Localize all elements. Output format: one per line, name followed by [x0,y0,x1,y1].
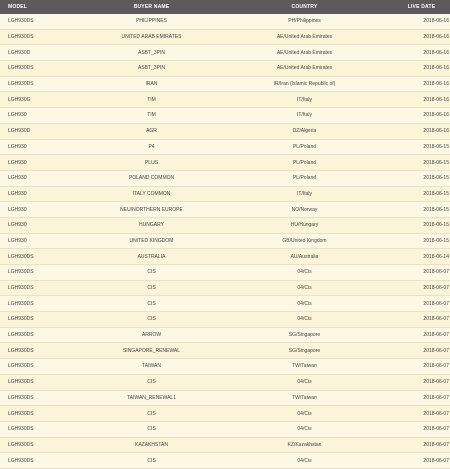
cell-model: LGH930DS [0,76,79,92]
cell-country: 04/Cis [224,453,385,469]
cell-model: LGH930 [0,108,79,124]
cell-live-date: 2018-06-16 [385,61,450,77]
header-row [0,0,450,14]
cell-buyer-name: TIM [79,92,224,108]
cell-country: IT/Italy [224,92,385,108]
cell-live-date: 2018-06-15 [385,186,450,202]
cell-live-date: 2018-06-07 [385,343,450,359]
cell-model: LGH930DS [0,343,79,359]
table-row[interactable] [0,170,450,186]
cell-model: LGH930DS [0,249,79,265]
cell-country: AE/United Arab Emirates [224,29,385,45]
cell-country: 04/Cis [224,265,385,281]
cell-live-date: 2018-06-07 [385,312,450,328]
cell-country: HU/Hungary [224,217,385,233]
table-row[interactable] [0,123,450,139]
cell-live-date: 2018-06-15 [385,170,450,186]
cell-live-date: 2018-06-16 [385,108,450,124]
cell-model: LGH930DS [0,453,79,469]
cell-model: LGH930DS [0,421,79,437]
cell-model: LGH930DS [0,312,79,328]
table-row[interactable] [0,139,450,155]
cell-country: DZ/Algeria [224,123,385,139]
cell-buyer-name: NEU/NORTHERN EUROPE [79,202,224,218]
cell-buyer-name: P4 [79,139,224,155]
cell-buyer-name: UNITED ARAB EMIRATES [79,29,224,45]
cell-model: LGH930DS [0,390,79,406]
cell-country: AU/Australia [224,249,385,265]
cell-buyer-name: ASBT_3PIN [79,45,224,61]
table-row[interactable] [0,406,450,422]
cell-buyer-name: CIS [79,374,224,390]
cell-model: LGH930DS [0,265,79,281]
cell-live-date: 2018-06-07 [385,453,450,469]
table-row[interactable] [0,390,450,406]
cell-model: LGH930D [0,45,79,61]
cell-country: PH/Philippines [224,14,385,29]
cell-country: NO/Norway [224,202,385,218]
header-buyer-name[interactable]: BUYER NAME [79,0,224,14]
cell-model: LGH930 [0,170,79,186]
cell-buyer-name: CIS [79,280,224,296]
cell-model: LGH930 [0,202,79,218]
table-row[interactable] [0,453,450,469]
cell-model: LGH930 [0,233,79,249]
table-row[interactable] [0,265,450,281]
cell-live-date: 2018-06-15 [385,202,450,218]
cell-buyer-name: AGR [79,123,224,139]
cell-model: LGH930D [0,123,79,139]
cell-buyer-name: PHILIPPINES [79,14,224,29]
table-row[interactable] [0,29,450,45]
cell-live-date: 2018-06-07 [385,296,450,312]
cell-live-date: 2018-06-16 [385,14,450,29]
cell-country: IT/Italy [224,186,385,202]
table-row[interactable] [0,186,450,202]
cell-buyer-name: TIM [79,108,224,124]
table-row[interactable] [0,312,450,328]
cell-live-date: 2018-06-15 [385,139,450,155]
cell-country: SG/Singapore [224,343,385,359]
header-live-date[interactable]: LIVE DATE [385,0,450,14]
cell-live-date: 2018-06-16 [385,92,450,108]
cell-model: LGH930DS [0,374,79,390]
cell-live-date: 2018-06-15 [385,217,450,233]
cell-live-date: 2018-06-15 [385,233,450,249]
table-row[interactable] [0,437,450,453]
cell-buyer-name: CIS [79,406,224,422]
cell-model: LGH930DS [0,280,79,296]
cell-buyer-name: CIS [79,296,224,312]
cell-country: PL/Poland [224,155,385,171]
table-row[interactable] [0,155,450,171]
cell-country: PL/Poland [224,139,385,155]
cell-model: LGH930 [0,139,79,155]
cell-country: 04/Cis [224,296,385,312]
cell-live-date: 2018-06-16 [385,76,450,92]
cell-country: 04/Cis [224,374,385,390]
cell-model: LGH930 [0,186,79,202]
cell-buyer-name: CIS [79,265,224,281]
cell-country: 04/Cis [224,406,385,422]
table-row[interactable] [0,421,450,437]
cell-buyer-name: IRAN [79,76,224,92]
cell-model: LGH930DS [0,296,79,312]
cell-country: KZ/Kazakhstan [224,437,385,453]
cell-live-date: 2018-06-07 [385,390,450,406]
table-row[interactable] [0,343,450,359]
cell-buyer-name: CIS [79,453,224,469]
cell-buyer-name: TAIWAN_RENEWAL1 [79,390,224,406]
header-country[interactable]: COUNTRY [224,0,385,14]
table-row[interactable] [0,233,450,249]
table-row[interactable] [0,249,450,265]
cell-country: PL/Poland [224,170,385,186]
table-row[interactable] [0,374,450,390]
cell-country: IR/Iran (Islamic Republic of) [224,76,385,92]
cell-buyer-name: HUNGARY [79,217,224,233]
cell-country: GB/United Kingdom [224,233,385,249]
cell-model: LGH930G [0,92,79,108]
cell-model: LGH930 [0,155,79,171]
cell-country: TW/Taiwan [224,359,385,375]
table-row[interactable] [0,45,450,61]
table-row[interactable] [0,61,450,77]
cell-country: TW/Taiwan [224,390,385,406]
cell-buyer-name: ASBT_3PIN [79,61,224,77]
cell-buyer-name: TAIWAN [79,359,224,375]
cell-country: AE/United Arab Emirates [224,45,385,61]
cell-buyer-name: ARROW [79,327,224,343]
table-row[interactable] [0,108,450,124]
header-model[interactable]: MODEL [0,0,79,14]
cell-buyer-name: POLAND COMMON [79,170,224,186]
cell-live-date: 2018-06-07 [385,265,450,281]
cell-buyer-name: UNITED KINGDOM [79,233,224,249]
cell-buyer-name: KAZAKHSTAN [79,437,224,453]
cell-live-date: 2018-06-07 [385,359,450,375]
cell-model: LGH930DS [0,437,79,453]
cell-buyer-name: AUSTRALIA [79,249,224,265]
cell-live-date: 2018-06-07 [385,374,450,390]
cell-buyer-name: ITALY COMMON [79,186,224,202]
table-row[interactable] [0,280,450,296]
table-row[interactable] [0,296,450,312]
table-row[interactable] [0,92,450,108]
table-row[interactable] [0,76,450,92]
cell-buyer-name: PLUS [79,155,224,171]
cell-buyer-name: CIS [79,312,224,328]
cell-live-date: 2018-06-15 [385,155,450,171]
table-row[interactable] [0,327,450,343]
cell-country: SG/Singapore [224,327,385,343]
cell-model: LGH930DS [0,61,79,77]
table-row[interactable] [0,202,450,218]
cell-model: LGH930DS [0,406,79,422]
cell-model: LGH930DS [0,14,79,29]
cell-model: LGH930DS [0,29,79,45]
cell-buyer-name: CIS [79,421,224,437]
table-body [0,14,450,468]
cell-live-date: 2018-06-16 [385,29,450,45]
cell-country: AE/United Arab Emirates [224,61,385,77]
cell-live-date: 2018-06-16 [385,45,450,61]
cell-live-date: 2018-06-07 [385,437,450,453]
cell-country: IT/Italy [224,108,385,124]
cell-buyer-name: SINGAPORE_RENEWAL [79,343,224,359]
cell-model: LGH930 [0,217,79,233]
cell-live-date: 2018-06-16 [385,123,450,139]
cell-model: LGH930DS [0,359,79,375]
cell-live-date: 2018-06-07 [385,280,450,296]
table-row[interactable] [0,14,450,29]
cell-country: 04/Cis [224,312,385,328]
cell-live-date: 2018-06-14 [385,249,450,265]
table-row[interactable] [0,217,450,233]
cell-live-date: 2018-06-07 [385,406,450,422]
cell-live-date: 2018-06-07 [385,421,450,437]
cell-model: LGH930DS [0,327,79,343]
cell-live-date: 2018-06-07 [385,327,450,343]
cell-country: 04/Cis [224,280,385,296]
table-row[interactable] [0,359,450,375]
cell-country: 04/Cis [224,421,385,437]
